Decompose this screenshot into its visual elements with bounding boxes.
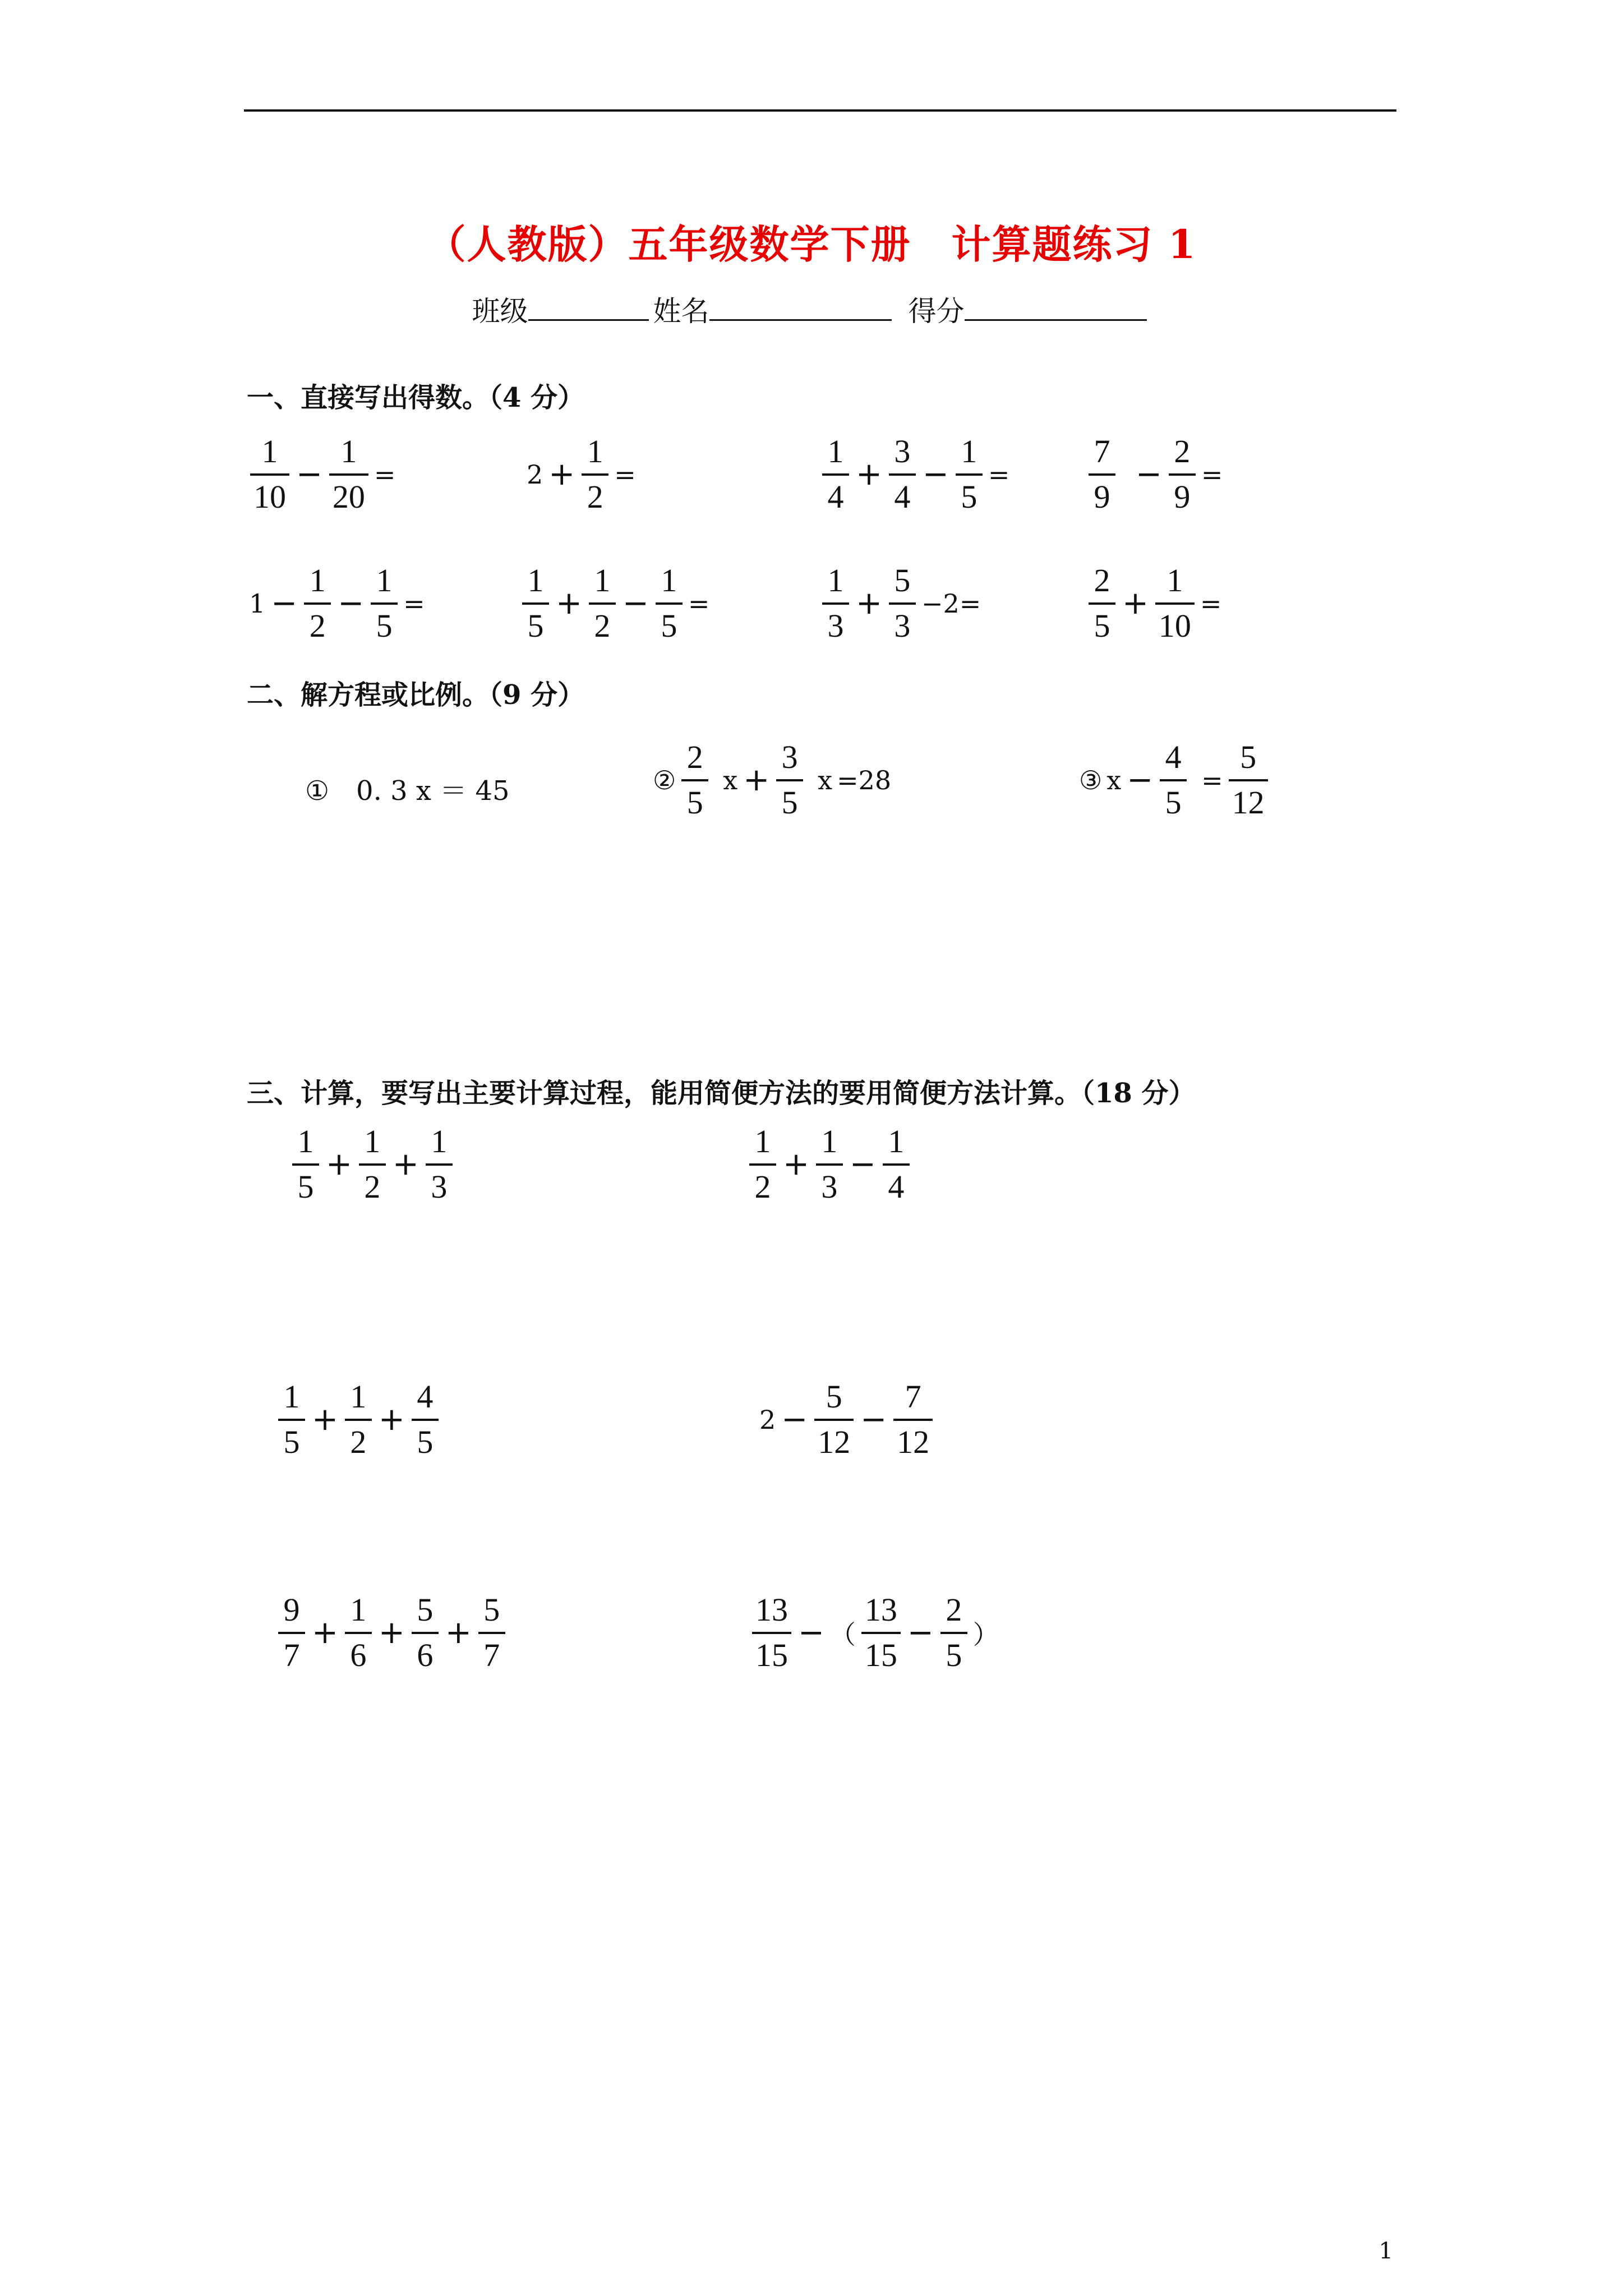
name-label: 姓名 [653,295,709,328]
fraction: $\frac{9}{7}$ [278,1593,305,1673]
fraction: $\frac{1}{4}$ [883,1125,910,1204]
fraction: $\frac{1}{2}$ [582,435,608,514]
fraction: $\frac{2}{9}$ [1169,435,1196,514]
fraction: $\frac{5}{12}$ [1229,740,1268,820]
class-blank[interactable] [528,291,649,321]
s3-expr-1: $\frac{1}{5}$ + $\frac{1}{2}$ + $\frac{1}{3}$ [289,1125,456,1204]
fraction: $\frac{2}{5}$ [940,1593,967,1673]
fraction: $\frac{1}{6}$ [345,1593,372,1673]
s1-expr-4: $\frac{7}{9}$ − $\frac{2}{9}$ = [1085,435,1225,514]
class-label: 班级 [472,295,528,328]
fraction: $\frac{13}{15}$ [752,1593,791,1673]
s3-expr-3: $\frac{1}{5}$ + $\frac{1}{2}$ + $\frac{4}{5}$ [275,1380,442,1460]
score-blank[interactable] [965,291,1147,321]
fraction: $\frac{1}{5}$ [371,564,398,643]
fraction: $\frac{1}{5}$ [656,564,683,643]
page-title: （人教版）五年级数学下册 计算题练习 1 [426,221,1197,268]
fraction: $\frac{7}{12}$ [893,1380,933,1460]
fraction: $\frac{1}{5}$ [956,435,983,514]
fraction: $\frac{1}{2}$ [304,564,331,643]
section2-heading: 二、解方程或比例。（9 分） [247,679,585,711]
s3-expr-5: $\frac{9}{7}$ + $\frac{1}{6}$ + $\frac{5}{6}$ + $\frac{5}{7}$ [275,1593,509,1673]
fraction: $\frac{1}{4}$ [822,435,849,514]
fraction: $\frac{4}{5}$ [1160,740,1187,820]
fraction: $\frac{1}{5}$ [292,1125,319,1204]
fraction: $\frac{5}{3}$ [889,564,916,643]
fraction: $\frac{13}{15}$ [861,1593,901,1673]
fraction: $\frac{1}{2}$ [359,1125,386,1204]
fraction: $\frac{1}{5}$ [522,564,549,643]
s1-expr-3: $\frac{1}{4}$ + $\frac{3}{4}$ − $\frac{1}{5}$ = [819,435,1012,514]
s1-expr-1: $\frac{1}{10}$ − $\frac{1}{20}$ = [247,435,398,514]
page-number: 1 [1378,2238,1393,2264]
s3-expr-2: $\frac{1}{2}$ + $\frac{1}{3}$ − $\frac{1}{4}$ [746,1125,913,1204]
fraction: $\frac{2}{5}$ [1089,564,1115,643]
section1-heading: 一、直接写出得数。（4 分） [247,382,585,413]
fraction: $\frac{7}{9}$ [1089,435,1115,514]
fraction: $\frac{2}{5}$ [681,740,708,820]
top-rule [244,109,1396,112]
fraction: $\frac{1}{3}$ [822,564,849,643]
fraction: $\frac{5}{6}$ [412,1593,439,1673]
fraction: $\frac{3}{5}$ [776,740,803,820]
section3-heading: 三、计算，要写出主要计算过程，能用简便方法的要用简便方法计算。（18 分） [247,1078,1196,1109]
s3-expr-6: $\frac{13}{15}$ − （ $\frac{13}{15}$ − $\frac{2}{5}$ ） [749,1593,1001,1673]
fraction: $\frac{1}{5}$ [278,1380,305,1460]
s1-expr-8: $\frac{2}{5}$ + $\frac{1}{10}$ = [1085,564,1224,643]
student-info-line [0,289,1623,329]
s1-expr-7: $\frac{1}{3}$ + $\frac{5}{3}$ −2= [819,564,983,643]
s3-expr-4: 2 − $\frac{5}{12}$ − $\frac{7}{12}$ [757,1380,936,1460]
fraction: $\frac{1}{3}$ [426,1125,453,1204]
fraction: $\frac{1}{2}$ [345,1380,372,1460]
s2-equation-2: ② $\frac{2}{5}$ x + $\frac{3}{5}$ x =28 [653,739,892,821]
s1-expr-6: $\frac{1}{5}$ + $\frac{1}{2}$ − $\frac{1}{5}$ = [519,564,712,643]
fraction: $\frac{1}{2}$ [749,1125,776,1204]
s1-expr-2: 2 + $\frac{1}{2}$ = [527,433,636,515]
s1-expr-5: 1 − $\frac{1}{2}$ − $\frac{1}{5}$ = [249,562,425,644]
s2-equation-3: ③ x − $\frac{4}{5}$ = $\frac{5}{12}$ [1077,740,1271,820]
fraction: $\frac{1}{20}$ [329,435,368,514]
fraction: $\frac{1}{3}$ [816,1125,843,1204]
fraction: $\frac{5}{7}$ [478,1593,505,1673]
fraction: $\frac{3}{4}$ [889,435,916,514]
fraction: $\frac{1}{2}$ [589,564,616,643]
fraction: $\frac{5}{12}$ [814,1380,854,1460]
fraction: $\frac{1}{10}$ [1155,564,1195,643]
name-blank[interactable] [709,291,892,321]
s2-equation-1: ① 0. 3 x ＝ 45 [305,775,510,807]
fraction: $\frac{1}{10}$ [250,435,289,514]
fraction: $\frac{4}{5}$ [412,1380,439,1460]
score-label: 得分 [908,295,965,328]
